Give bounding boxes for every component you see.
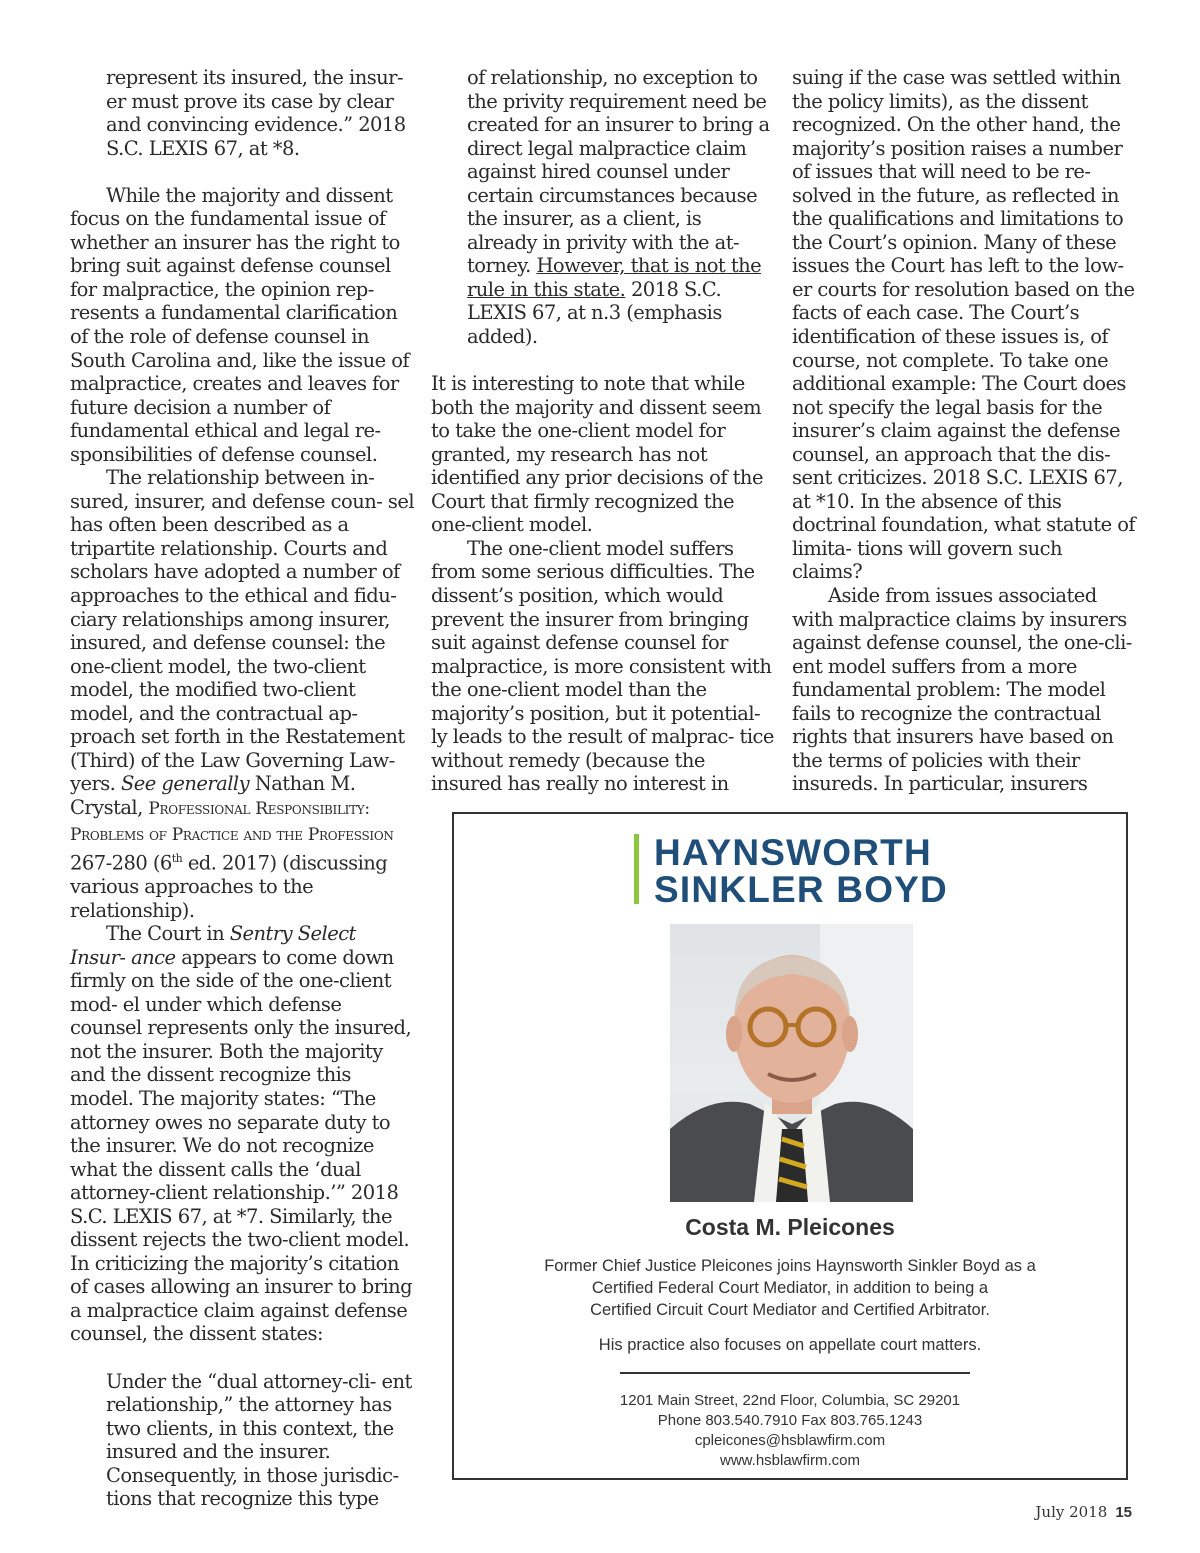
paragraph: The Court in Sentry Select Insur- ance appears to come down firmly on the side of the one-client mod- el under which defense counsel represents only the insured, not the insurer. Both the majority and the dissent recognize this model. The majority states: “The attorney owes no separate duty to the insurer. We do not recognize what the dissent calls the ‘dual attorney-client relationship.’” 2018 S.C. LEXIS 67, at *7. Similarly, the dissent rejects the two-client model. In criticizing the majority’s citation of cases allowing an insurer to bring a malpractice claim against defense counsel, the dissent states:: [70, 922, 413, 1346]
phone-fax: Phone 803.540.7910 Fax 803.765.1243: [657, 1412, 923, 1429]
address: 1201 Main Street, 22nd Floor, Columbia, SC 29201: [619, 1392, 961, 1409]
firm-logo: [634, 832, 948, 910]
article-column-3: [792, 66, 1137, 796]
paragraph: The relationship between in- sured, insurer, and defense coun- sel has often been described as a tripartite relationship. Courts and scholars have adopted a number of approaches to the ethical and fidu- ciary relationships among insurer, insured, and defense counsel: the one-client model, the two-client model, the modified two-client model, and the contractual ap- proach set forth in the Restatement (Third) of the Law Governing Law- yers. See generally Nathan M. Crystal, Professional Responsibility: Problems of Practice and the Profession 267-280 (6th ed. 2017) (discussing various approaches to the relationship).: [70, 466, 415, 922]
page-number: 15: [1115, 1504, 1132, 1521]
issue-date: July 2018: [1035, 1503, 1108, 1521]
person-name: Costa M. Pleicones: [685, 1214, 895, 1240]
logo-line-1: HAYNSWORTH: [654, 832, 932, 873]
ad-description: Former Chief Justice Pleicones joins Haynsworth Sinkler Boyd as a Certified Federal Court Mediator, in addition to being a Certified Circuit Court Mediator and Certified Arbitrator.: [544, 1257, 1036, 1319]
block-quote: of relationship, no exception to the privity requirement need be created for an insurer to bring a direct legal malpractice claim against hired counsel under certain circumstances because the insurer, as a client, is already in privity with the at- torney. However, that is not the rule in this state. 2018 S.C. LEXIS 67, at n.3 (emphasis added).: [467, 66, 770, 349]
divider: [620, 1372, 970, 1374]
article-column-2: [431, 66, 776, 796]
block-quote: Under the “dual attorney-cli- ent relationship,” the attorney has two clients, in this context, the insured and the insurer. Consequently, in those jurisdic- tions that recognize this type: [106, 1369, 412, 1511]
paragraph: It is interesting to note that while both the majority and dissent seem to take the one-client model for granted, my research has not identified any prior decisions of the Court that firmly recognized the one-client model.: [431, 372, 763, 537]
case-name: Sentry Select Insur- ance: [70, 922, 356, 969]
email-link[interactable]: cpleicones@hsblawfirm.com: [694, 1432, 886, 1449]
advertisement-box: [452, 812, 1128, 1480]
logo-line-2: SINKLER BOYD: [654, 869, 948, 910]
paragraph: suing if the case was settled within the policy limits), as the dissent recognized. On the other hand, the majority’s position raises a number of issues that will need to be re- solved in the future, as reflected in the qualifications and limitations to the Court’s opinion. Many of these issues the Court has left to the low- er courts for resolution based on the facts of each case. The Court’s identification of these issues is, of course, not complete. To take one additional example: The Court does not specify the legal basis for the insurer’s claim against the defense counsel, an approach that the dis- sent criticizes. 2018 S.C. LEXIS 67, at *10. In the absence of this doctrinal foundation, what statute of limita- tions will govern such claims?: [792, 66, 1136, 584]
quote-end: represent its insured, the insur- er must prove its case by clear and convincing evidence.” 2018 S.C. LEXIS 67, at *8.: [106, 66, 406, 160]
paragraph: The one-client model suffers from some serious difficulties. The dissent’s position, which would prevent the insurer from bringing suit against defense counsel for malpractice, is more consistent with the one-client model than the majority’s position, but it potential- ly leads to the result of malprac- tice without remedy (because the insured has really no interest in: [431, 536, 774, 796]
portrait-photo: [670, 924, 913, 1202]
practice-note: His practice also focuses on appellate court matters.: [598, 1336, 982, 1354]
contact-block: [454, 1391, 1126, 1471]
paragraph: While the majority and dissent focus on the fundamental issue of whether an insurer has the right to bring suit against defense counsel for malpractice, the opinion rep- resents a fundamental clarification of the role of defense counsel in South Carolina and, like the issue of malpractice, creates and leaves for future decision a number of fundamental ethical and legal re- sponsibilities of defense counsel.: [70, 183, 410, 466]
website-link[interactable]: www.hsblawfirm.com: [719, 1452, 861, 1469]
page-footer: [1035, 1503, 1132, 1521]
book-title: Professional Responsibility: Problems of Practice and the Profession: [70, 798, 394, 845]
article-column-1: [70, 66, 415, 1511]
emphasis-underline: However, that is not the rule in this state.: [467, 254, 762, 301]
paragraph: Aside from issues associated with malpractice claims by insurers against defense counsel, the one-cli- ent model suffers from a more fundamental problem: The model fails to recognize the contractual rights that insurers have based on the terms of policies with their insureds. In particular, insurers: [792, 584, 1132, 796]
